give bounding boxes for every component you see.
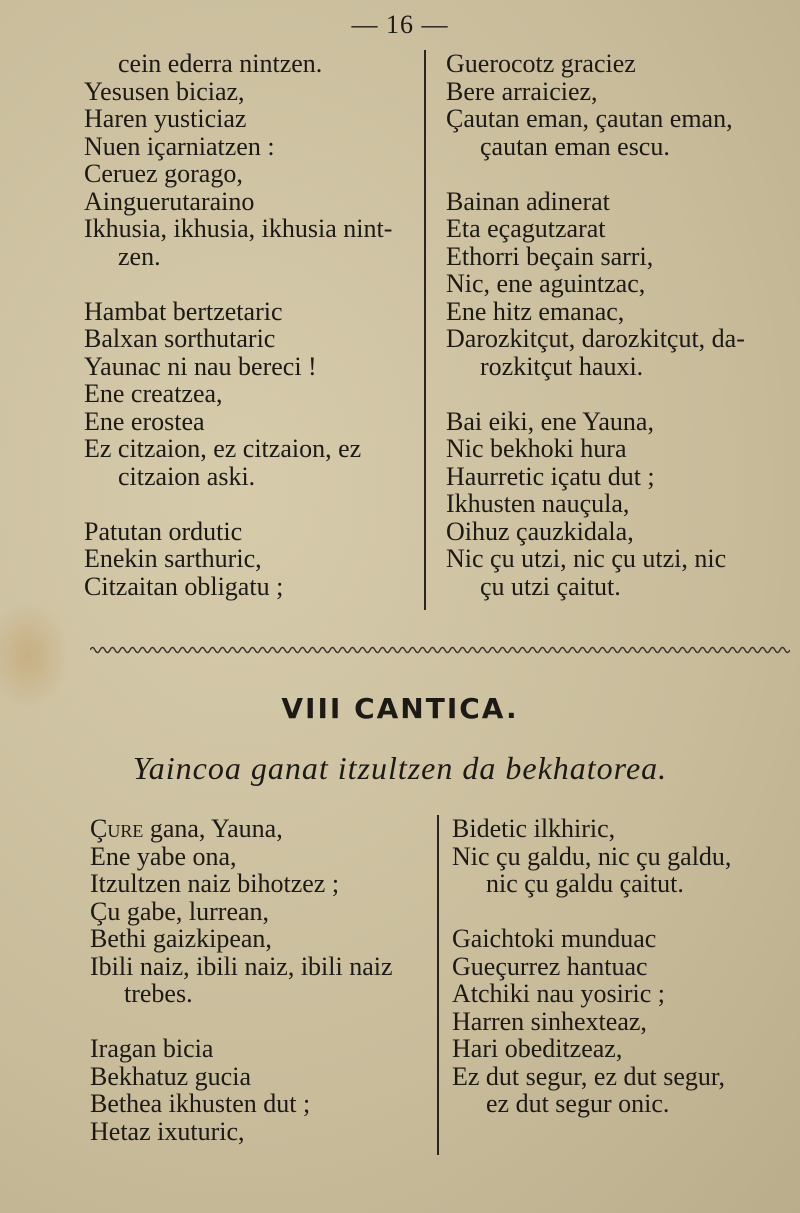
verse-line [84,78,392,106]
verse-line [84,380,392,408]
verse-line [446,188,745,216]
verse-line [90,953,393,981]
verse-text: Guerocotz graciez [446,49,636,78]
verse-text: ez dut segur onic. [486,1089,670,1118]
verse-line [452,1090,731,1118]
stanza-gap [446,380,745,408]
verse-text: Enekin sarthuric, [84,544,262,573]
verse-line [446,408,745,436]
verse-text: Itzultzen naiz bihotzez ; [90,869,340,898]
verse-text: Ez dut segur, ez dut segur, [452,1061,725,1091]
verse-text: Nic çu utzi, nic çu utzi, nic [446,544,727,573]
verse-line [84,435,392,463]
verse-text: Bethi gaizkipean, [90,924,272,953]
verse-line [90,1063,393,1091]
verse-line [90,815,393,843]
verse-line [84,545,392,573]
page-number-dash-left: — [351,10,386,39]
verse-text: Ez citzaion, ez citzaion, ez [84,434,362,463]
verse-line [452,980,731,1008]
verse-text: Yaunac ni nau bereci ! [84,351,317,381]
verse-text: Citzaitan obligatu ; [84,571,284,601]
verse-line [452,1035,731,1063]
verse-text: Çu gabe, lurrean, [90,896,270,926]
verse-line [446,353,745,381]
column-divider-bottom [437,815,439,1155]
verse-line [446,270,745,298]
verse-line [446,490,745,518]
verse-text: Bai eiki, ene Yauna, [446,406,654,436]
ornamental-rule [90,643,790,657]
verse-line [452,1063,731,1091]
verse-text: Hetaz ixuturic, [90,1116,245,1146]
verse-text: Yesusen biciaz, [84,76,245,106]
stanza-gap [90,1008,393,1036]
verse-text: Ene erostea [84,406,205,436]
verse-text: çautan eman escu. [480,131,670,161]
poem-column-top-right [446,50,745,600]
verse-line [446,105,745,133]
verse-text: Ainguerutaraino [84,186,255,216]
verse-line [452,870,731,898]
verse-line [84,325,392,353]
verse-text: Atchiki nau yosiric ; [452,979,666,1008]
stanza-gap [452,898,731,926]
verse-line [84,573,392,601]
verse-text: Oihuz çauzkidala, [446,516,634,546]
verse-text: Patutan ordutic [84,516,243,546]
verse-text: Gaichtoki munduac [452,924,657,953]
verse-line [84,463,392,491]
verse-line [84,298,392,326]
verse-line [90,1118,393,1146]
verse-line [452,953,731,981]
verse-line [90,843,393,871]
verse-line [446,463,745,491]
verse-line [90,925,393,953]
initial-word: Çure [90,814,144,843]
verse-line [452,815,731,843]
verse-text: çu utzi çaitut. [480,571,621,601]
verse-line [90,870,393,898]
verse-line [446,435,745,463]
verse-text: Bainan adinerat [446,186,610,216]
verse-line [90,1035,393,1063]
verse-line [90,980,393,1008]
verse-text: Ene hitz emanac, [446,296,625,326]
verse-line [84,215,392,243]
verse-text: Haren yusticiaz [84,104,247,133]
verse-text: Bidetic ilkhiric, [452,814,616,843]
verse-line [446,243,745,271]
verse-text: Ethorri beçain sarri, [446,241,654,271]
poem-column-bottom-right [452,815,731,1118]
verse-line [452,843,731,871]
verse-line [84,353,392,381]
verse-text: Eta eçagutzarat [446,214,606,243]
verse-line [84,188,392,216]
verse-text: rozkitçut hauxi. [480,351,644,381]
poem-column-top-left [84,50,392,600]
verse-line [446,518,745,546]
verse-line [446,78,745,106]
verse-line [446,50,745,78]
verse-text: citzaion aski. [118,461,256,491]
verse-text: gana, Yauna, [143,814,283,843]
verse-text: nic çu galdu çaitut. [486,869,684,898]
verse-line [452,1008,731,1036]
page-number [0,10,800,40]
verse-text: Ikhusten nauçula, [446,489,630,518]
stanza-gap [446,160,745,188]
verse-text: Ene creatzea, [84,379,223,408]
stanza-gap [84,270,392,298]
verse-line [84,105,392,133]
verse-text: Nic bekhoki hura [446,434,627,463]
verse-text: Nuen içarniatzen : [84,131,275,161]
verse-text: Darozkitçut, darozkitçut, da- [446,324,745,353]
verse-text: Ene yabe ona, [90,841,237,871]
verse-line [84,50,392,78]
verse-line [446,325,745,353]
verse-text: Harren sinhexteaz, [452,1006,647,1036]
verse-line [84,518,392,546]
section-title: VIII CANTICA. [281,692,519,725]
verse-text: Nic çu galdu, nic çu galdu, [452,841,732,871]
verse-text: Nic, ene aguintzac, [446,269,646,298]
verse-line [452,925,731,953]
verse-text: Çautan eman, çautan eman, [446,104,733,133]
verse-line [446,133,745,161]
verse-text: Bekhatuz gucia [90,1061,251,1091]
verse-text: zen. [118,241,161,271]
verse-text: Haurretic içatu dut ; [446,461,655,491]
verse-text: Iragan bicia [90,1034,214,1063]
verse-text: Bethea ikhusten dut ; [90,1089,311,1118]
verse-line [84,160,392,188]
verse-text: Hari obeditzeaz, [452,1034,623,1063]
verse-line [90,1090,393,1118]
page-number-dash-right: — [414,10,449,39]
verse-line [84,133,392,161]
verse-line [84,243,392,271]
verse-text: Balxan sorthutaric [84,324,276,353]
page-number-value: 16 [386,10,414,39]
verse-line [446,298,745,326]
poem-column-bottom-left [90,815,393,1145]
verse-text: cein ederra nintzen. [118,49,323,78]
verse-text: Ibili naiz, ibili naiz, ibili naiz [90,951,393,981]
verse-line [446,545,745,573]
verse-text: trebes. [124,979,193,1008]
stanza-gap [84,490,392,518]
column-divider-top [424,50,426,610]
verse-line [84,408,392,436]
verse-text: Ceruez gorago, [84,159,243,188]
verse-text: Ikhusia, ikhusia, ikhusia nint- [84,214,393,243]
section-subtitle: Yaincoa ganat itzultzen da bekhatorea. [132,750,668,786]
verse-text: Gueçurrez hantuac [452,951,648,981]
verse-text: Hambat bertzetaric [84,296,283,326]
verse-line [90,898,393,926]
verse-line [446,573,745,601]
verse-line [446,215,745,243]
verse-text: Bere arraiciez, [446,76,598,106]
